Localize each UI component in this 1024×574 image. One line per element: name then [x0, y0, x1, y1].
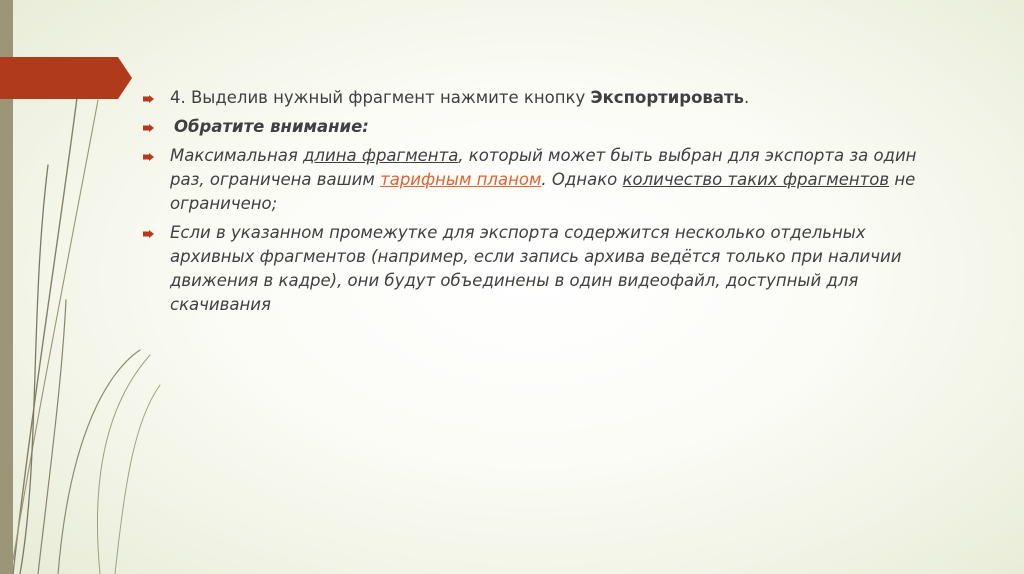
- note-part-4: не ограничено;: [170, 170, 916, 213]
- decor-curve-5: [58, 350, 140, 574]
- arrow-right-icon: [143, 124, 154, 132]
- arrow-right-icon: [143, 95, 154, 103]
- slide-body: [143, 86, 943, 322]
- decor-curve-2: [13, 100, 98, 560]
- accent-banner: [0, 57, 132, 99]
- arrow-right-icon: [143, 230, 154, 238]
- list-item: [143, 221, 943, 317]
- list-item: [143, 144, 943, 216]
- attention-heading: Обратите внимание:: [174, 117, 369, 136]
- export-button-name: Экспортировать: [590, 88, 744, 107]
- decor-curve-6: [97, 355, 150, 574]
- step-text-end: .: [743, 88, 750, 107]
- tariff-plan-link[interactable]: тарифным планом: [380, 170, 542, 189]
- note-part-2: , который может быть выбран для экспорта за один раз, ограничена вашим: [170, 146, 917, 189]
- note-part-3: . Однако: [541, 170, 623, 189]
- fragment-count-link[interactable]: количество таких фрагментов: [622, 170, 890, 189]
- decor-curve-3: [20, 165, 48, 574]
- decor-curve-7: [115, 385, 160, 574]
- fragment-length-link[interactable]: длина фрагмента: [303, 146, 459, 165]
- list-item: [143, 86, 943, 110]
- list-item: [143, 115, 943, 139]
- note-text: [170, 146, 916, 213]
- arrow-right-icon: [143, 153, 154, 161]
- step-text: 4. Выделив нужный фрагмент нажмите кнопку: [170, 88, 591, 107]
- note-part-1: Максимальная: [170, 146, 304, 165]
- merge-note-text: Если в указанном промежутке для экспорта содержится несколько отдельных архивных фрагментов (например, если запись архива ведётся только при наличии движения в кадре), они будут объединены в один видеофайл, доступный для скачивания: [170, 223, 902, 314]
